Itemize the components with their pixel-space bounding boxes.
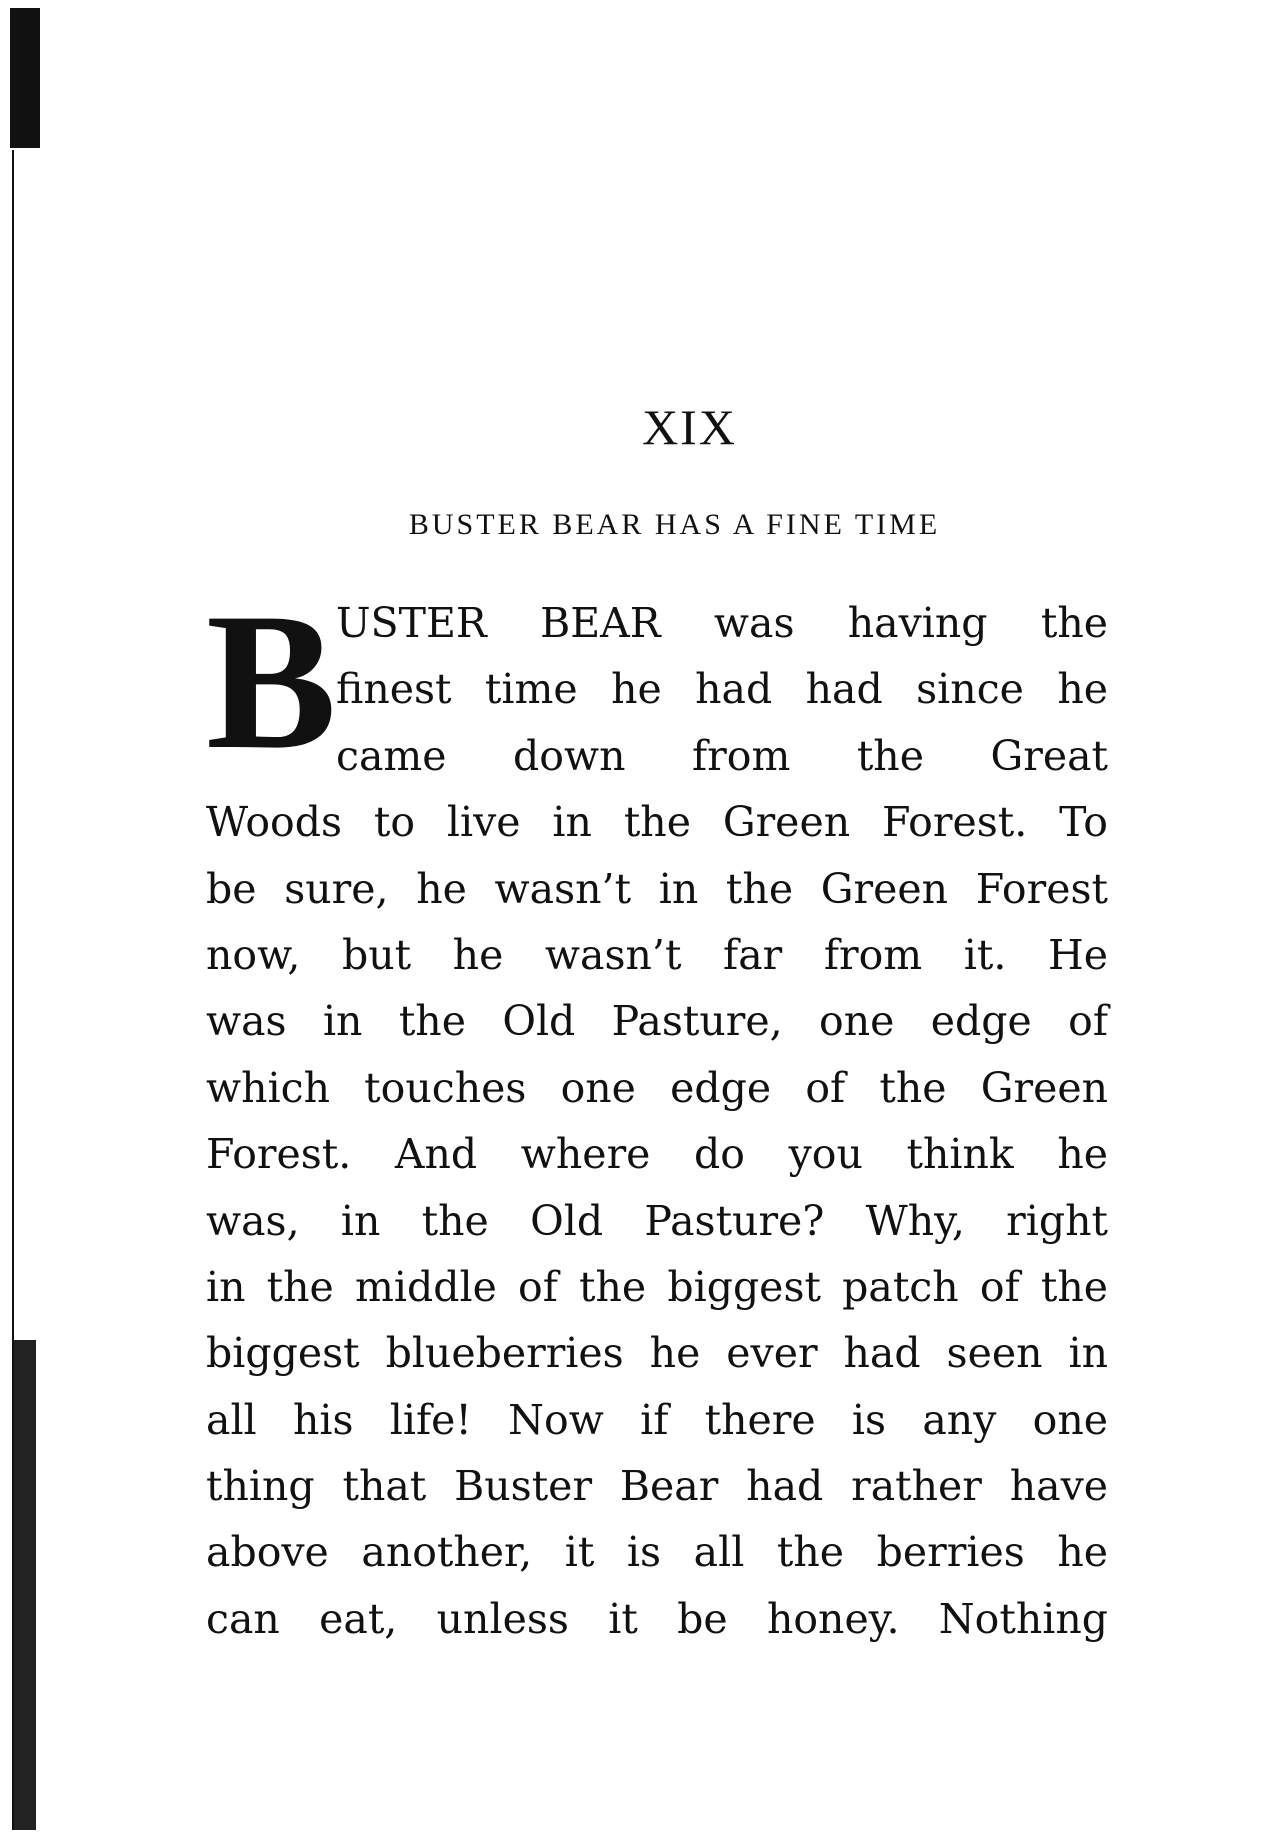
text-line: all his life! Now if there is any one <box>206 1395 1108 1444</box>
text-line: Woods to live in the Green Forest. To <box>206 798 1108 847</box>
text-line: was, in the Old Pasture? Why, right <box>206 1196 1108 1245</box>
text-line: Forest. And where do you think he <box>206 1130 1108 1179</box>
text-line: can eat, unless it be honey. Nothing <box>206 1594 1108 1643</box>
chapter-text <box>206 573 1108 1652</box>
text-line: came down from the Great <box>336 731 1108 780</box>
text-line: in the middle of the biggest patch of the <box>206 1262 1108 1311</box>
text-line: was in the Old Pasture, one edge of <box>206 997 1108 1046</box>
text-line: finest time he had had since he <box>336 665 1108 714</box>
text-line: be sure, he wasn’t in the Green Forest <box>206 864 1108 913</box>
text-line: thing that Buster Bear had rather have <box>206 1462 1108 1511</box>
text-line: USTER BEAR was having the <box>336 599 1108 647</box>
drop-cap: B <box>206 573 337 790</box>
text-line: now, but he wasn’t far from it. He <box>206 930 1108 979</box>
binding-edge <box>0 0 60 1835</box>
chapter-title: BUSTER BEAR HAS A FINE TIME <box>408 508 941 541</box>
binding-shadow-bottom <box>14 1340 36 1830</box>
text-line: above another, it is all the berries he <box>206 1528 1108 1577</box>
binding-shadow-top <box>10 8 40 148</box>
chapter-number: XIX <box>642 399 737 455</box>
text-line: which touches one edge of the Green <box>206 1063 1108 1112</box>
text-line: biggest blueberries he ever had seen in <box>206 1329 1108 1378</box>
